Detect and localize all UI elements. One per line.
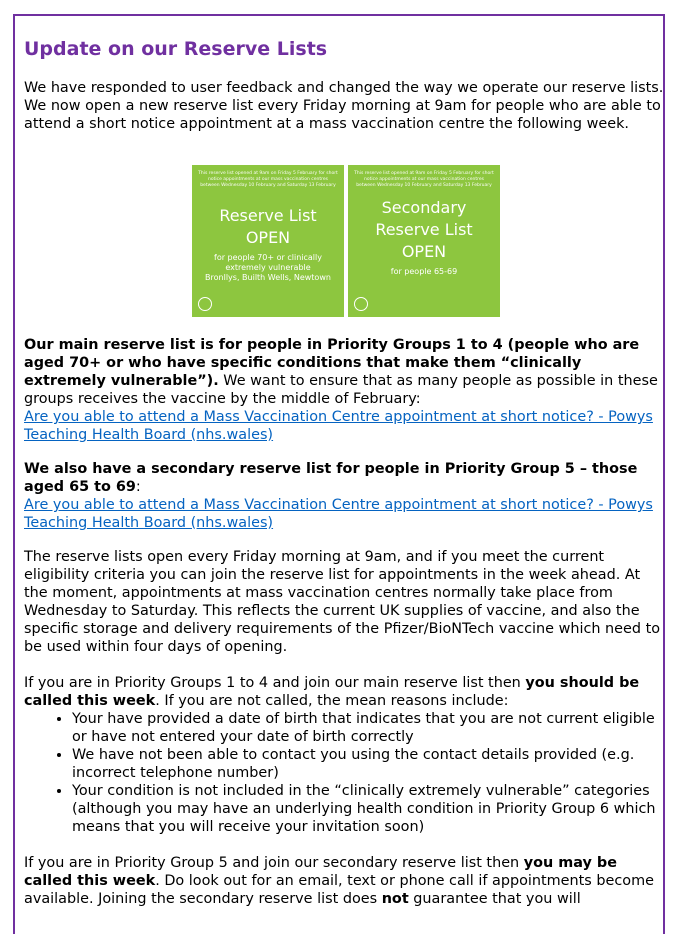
called-text-end: . If you are not called, the mean reasons include: — [155, 693, 509, 709]
secondary-reserve-section — [24, 460, 664, 532]
group5-bold: you may be called this week — [24, 855, 617, 889]
tile-small-print: This reserve list opened at 9am on Friday 5 February for short notice appointments at our mass vaccination centres between Wednesday 10 February and Saturday 13 February — [354, 171, 494, 188]
main-reserve-text: We want to ensure that as many people as possible in these groups receives the vaccine by the middle of February: — [24, 373, 658, 407]
list-item: • Your condition is not included in the “clinically extremely vulnerable” categories (although you may have an underlying health condition in Priority Group 6 which means that you will receive your invitation soon) — [72, 782, 664, 836]
tile-places: Bronllys, Builth Wells, Newtown — [205, 273, 331, 282]
group5-paragraph — [24, 854, 664, 908]
nhs-logo-icon — [198, 297, 212, 311]
called-paragraph — [24, 674, 664, 710]
tile-subtitle: for people 65-69 — [390, 267, 458, 276]
tile-heading: Secondary Reserve List OPEN — [375, 198, 473, 261]
called-bold: you should be called this week — [24, 675, 640, 709]
list-item: • We have not been able to contact you using the contact details provided (e.g. incorrect telephone number) — [72, 746, 664, 782]
reserve-list-graphics — [192, 165, 502, 317]
secondary-reserve-paragraph — [24, 460, 664, 532]
group5-text: If you are in Priority Group 5 and join our secondary reserve list then — [24, 855, 524, 871]
nhs-logo-icon — [354, 297, 368, 311]
group5-text-end: guarantee that you will — [408, 891, 581, 907]
main-reserve-paragraph — [24, 336, 664, 444]
reserve-open-paragraph: The reserve lists open every Friday morning at 9am, and if you meet the current eligibility criteria you can join the reserve list for appointments in the week ahead. At the moment, appointments at mass vaccination centres normally take place from Wednesday to Saturday. This reflects the current UK supplies of vaccine, and also the specific storage and delivery requirements of the Pfizer/BioNTech vaccine which need to be used within four days of opening. — [24, 549, 661, 655]
lower-text — [24, 548, 664, 908]
intro-paragraph: We have responded to user feedback and changed the way we operate our reserve lists. We now open a new reserve list every Friday morning at 9am for people who are able to attend a short notice appointment at a mass vaccination centre the following week. — [24, 80, 664, 132]
tile-heading: Reserve List OPEN — [219, 206, 317, 247]
main-reserve-section — [24, 336, 664, 444]
secondary-reserve-link[interactable]: Are you able to attend a Mass Vaccination Centre appointment at short notice? - Powys Teaching Health Board (nhs.wales) — [24, 497, 653, 531]
list-item: • Your have provided a date of birth that indicates that you are not current eligible or have not entered your date of birth correctly — [72, 710, 664, 746]
tile-small-print: This reserve list opened at 9am on Friday 5 February for short notice appointments at our mass vaccination centres between Wednesday 10 February and Saturday 13 February — [198, 171, 338, 188]
called-text: If you are in Priority Groups 1 to 4 and join our main reserve list then — [24, 675, 526, 691]
main-reserve-link[interactable]: Are you able to attend a Mass Vaccination Centre appointment at short notice? - Powys Teaching Health Board (nhs.wales) — [24, 409, 653, 443]
reasons-list — [24, 710, 664, 836]
reserve-list-tile — [192, 165, 344, 317]
secondary-reserve-list-tile — [348, 165, 500, 317]
group5-not: not — [381, 891, 409, 907]
secondary-colon: : — [135, 479, 141, 495]
secondary-reserve-bold: We also have a secondary reserve list for people in Priority Group 5 – those aged 65 to 69 — [24, 461, 638, 495]
group5-text-mid: . Do look out for an email, text or phone call if appointments become available. Joining the secondary reserve list does — [24, 873, 654, 907]
main-reserve-bold: Our main reserve list is for people in Priority Groups 1 to 4 (people who are aged 70+ or who have specific conditions that make them “clinically extremely vulnerable”). — [24, 337, 640, 389]
tile-subtitle: for people 70+ or clinically extremely vulnerable — [214, 253, 322, 272]
page-title: Update on our Reserve Lists — [24, 38, 328, 60]
